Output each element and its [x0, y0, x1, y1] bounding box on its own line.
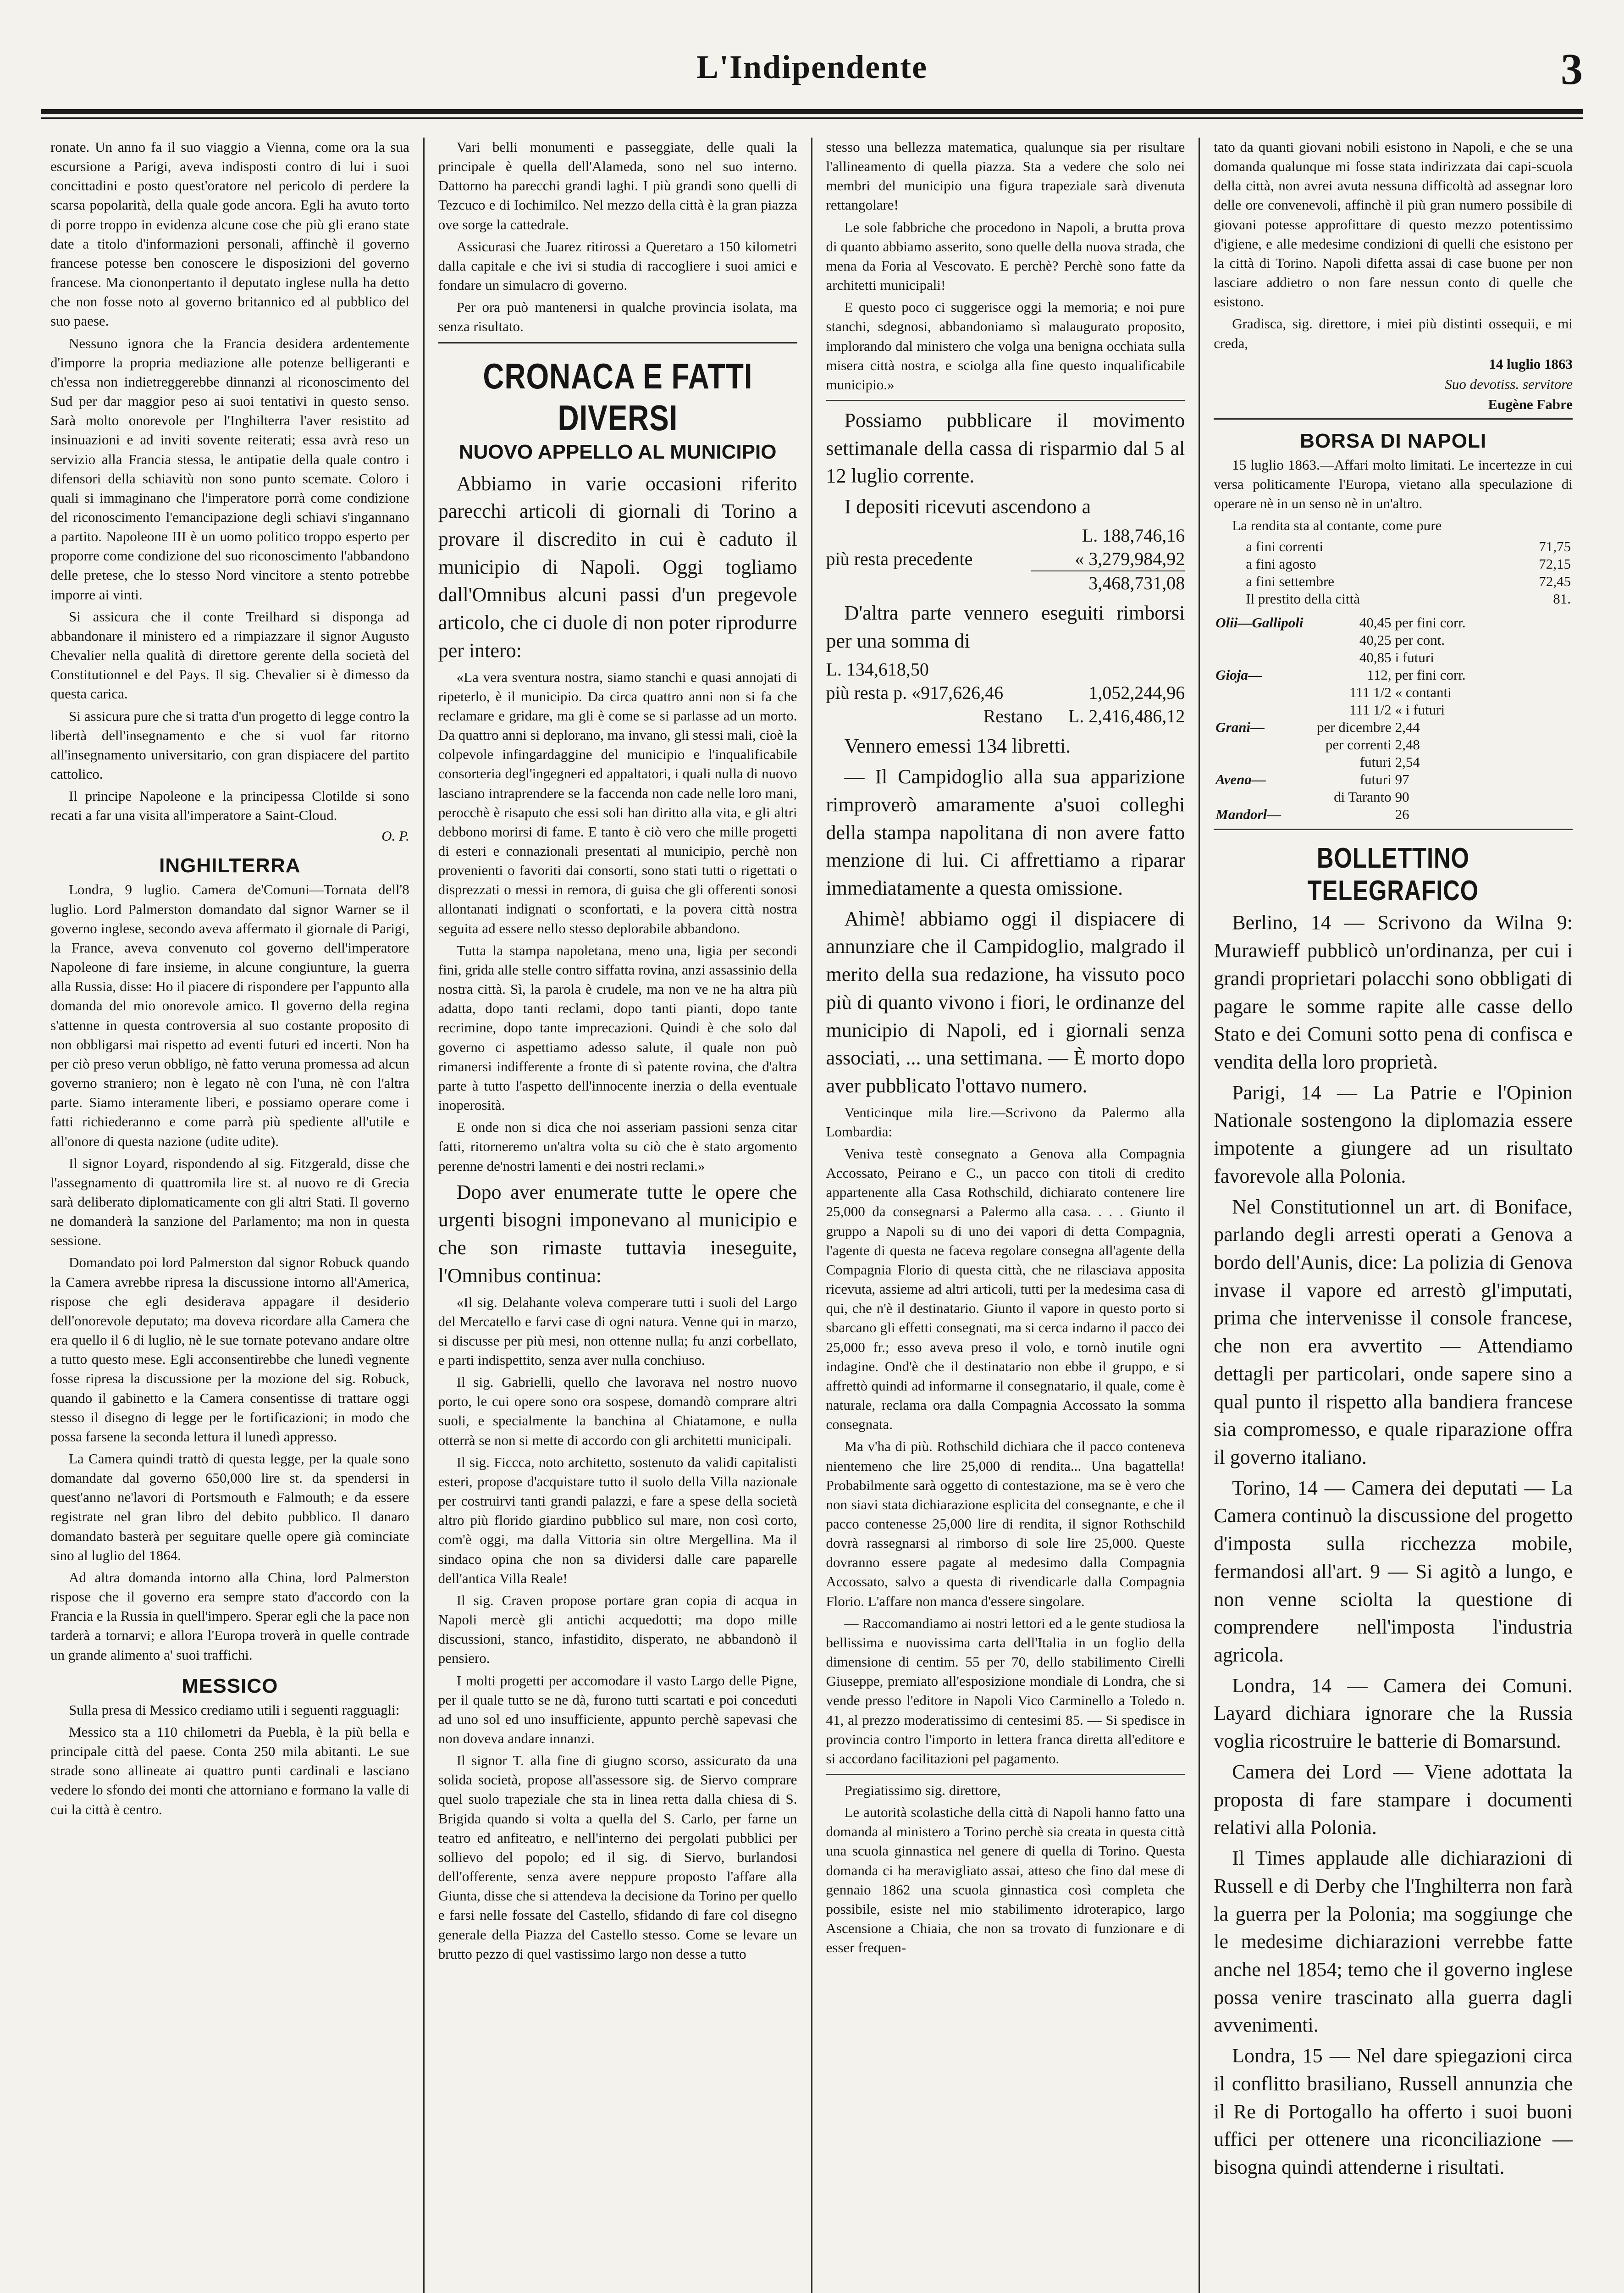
goods-row: [1214, 614, 1573, 631]
paragraph: — Raccomandiamo ai nostri lettori ed a le gente studiosa la bellissima e nuovissima carta dell'Italia in un foglio della dimensione di centim. 55 per 70, dello stabilimento Cirelli Giuseppe, premiato all'esposizione mondiale di Londra, che si vende presso l'editore in Napoli Vico Carminello a Toledo n. 41, al prezzo moderatissimo di centesimi 85. — Si spedisce in provincia contro l'importo in lettera franca diretta all'editore e si accordano facilitazioni pel pagamento.: [826, 1615, 1185, 1767]
figure-amount: L. 188,746,16: [1082, 525, 1185, 546]
paragraph: La Camera quindi trattò di questa legge, per la quale sono domandate dal governo 650,000 lire st. da spendersi in quest'anno ne'lavori di Portsmouth e Falmouth; e da essere registrate nel gran libro del debito pubblico. Il danaro domandato basterà per seguitare quelle opere già cominciate sino al luglio del 1864.: [50, 1451, 409, 1563]
telegram: Camera dei Lord — Viene adottata la proposta di fare stampare i documenti relativi alla Polonia.: [1214, 1760, 1573, 1839]
paragraph: Abbiamo in varie occasioni riferito parecchi articoli di giornali di Torino a provare il discredito in cui è caduto il municipio di Napoli. Oggi togliamo dall'Omnibus alcuni passi d'un pregevole articolo, che ci duole di non poter riprodurre per intero:: [438, 472, 797, 662]
goods-row: [1214, 719, 1573, 736]
figure-label: più resta precedente: [826, 548, 973, 570]
section-heading-messico: MESSICO: [182, 1674, 278, 1697]
paragraph: Il signor Loyard, rispondendo al sig. Fitzgerald, disse che l'assegnamento di quattromila lire st. al nuovo re di Grecia sarà deliberato diplomaticamente con gli altri Stati. Il governo ne domanderà la sanzione del Parlamento; ma non in questa sessione.: [50, 1155, 409, 1249]
goods-row: [1214, 753, 1573, 771]
paragraph: Il sig. Ficcca, noto architetto, sostenuto da validi capitalisti esteri, propose d'acquistare tutto il suolo della Villa nazionale per costruirvi tanti grandi palazzi, e fare a spese della società altro più florido giardino pubblico sul mare, non così corto, com'è oggi, ma dalla Vittoria sin oltre Mergellina. Ma il sindaco opina che non sa dividersi dalle care paparelle dell'antica Villa Reale!: [438, 1454, 797, 1586]
goods-row: [1214, 649, 1573, 666]
paragraph: Dopo aver enumerate tutte le opere che urgenti bisogni imponevano al municipio e che son rimaste tuttavia ineseguite, l'Omnibus continua:: [438, 1180, 797, 1287]
paragraph: Tutta la stampa napoletana, meno una, ligia per secondi fini, grida alle stelle contro siffatta rovina, anzi assassinio della nostra città. Sì, la parola è crudele, ma non ve ne ha altra più adatta, dopo tanti reclami, dopo tanti pianti, dopo tante recrimine, dopo tante imprecazioni. Quindi è che solo dal governo ci aspettiamo adesso salute, il quale non può rimanersi indifferente a fronte di sì patente rovina, che d'altra parte à tutto l'aspetto dell'innocente inerzia o della eventuale inoperosità.: [438, 942, 797, 1113]
paragraph: 15 luglio 1863.—Affari molto limitati. Le incertezze in cui versa politicamente l'Europa, vietano alla speculazione di operare nè in un senso nè in un'altro.: [1214, 456, 1573, 512]
paragraph: tato da quanti giovani nobili esistono in Napoli, e che se una domanda qualunque mi fosse stata indirizzata dai capi-scuola della città, non avrei avuta nessuna difficoltà ad assegnar loro delle ore convenevoli, affinchè il più gran numero possibile di giovani potesse approfittare di questo mezzo potentissimo d'igiene, e alle medesime condizioni di quelli che esistono per la città di Torino. Napoli difetta assai di case buone per non lasciare addietro o non fare nessun conto di quelle che esistono.: [1214, 139, 1573, 310]
separator: [1214, 829, 1573, 830]
figure-row: [826, 704, 1185, 728]
goods-value: di Taranto: [1334, 789, 1392, 805]
rate-value: 71,75: [1539, 538, 1571, 555]
goods-row: [1214, 806, 1573, 823]
goods-row: [1214, 631, 1573, 649]
figure-row: [826, 571, 1185, 595]
paragraph: Messico sta a 110 chilometri da Puebla, è la più bella e principale città del paese. Conta 250 mila abitanti. Le sue strade sono allineate ai quattro punti cardinali e lasciano vedere lo sfondo dei monti che attorniano e formano la valle di cui la città è centro.: [50, 1723, 409, 1817]
paragraph: Il sig. Gabrielli, quello che lavorava nel nostro nuovo porto, le cui opere sono ora sospese, domandò comprare altri suoli, e specialmente la banchina al Chiatamone, e nulla otterrà se non si mette di accordo con gli architetti municipali.: [438, 1374, 797, 1448]
header-rule-thick: [41, 109, 1583, 114]
letter-date: 14 luglio 1863: [1489, 355, 1573, 372]
rate-label: a fini settembre: [1246, 573, 1335, 590]
figure-row: [826, 658, 1185, 681]
goods-table: [1214, 614, 1573, 823]
paragraph: Il principe Napoleone e la principessa Clotilde si sono recati a far una visita all'imperatore a Saint-Cloud.: [50, 788, 409, 824]
page-number: 3: [1561, 44, 1583, 94]
rate-row: [1214, 555, 1573, 573]
paragraph: Le sole fabbriche che procedono in Napoli, a brutta prova di quanto abbiamo asserito, sono quelle della nuova strada, che mena da Foria al Vescovato. E perchè? Perchè sono fatte da architetti municipali!: [826, 219, 1185, 294]
goods-value: 40,25: [1359, 632, 1392, 648]
goods-note: 2,48: [1395, 737, 1420, 753]
separator: [438, 342, 797, 343]
goods-row: [1214, 771, 1573, 788]
figure-row: [826, 681, 1185, 704]
goods-row: [1214, 684, 1573, 701]
separator: [826, 400, 1185, 401]
telegram: Berlino, 14 — Scrivono da Wilna 9: Murawieff pubblicò un'ordinanza, per cui i grandi proprietari polacchi sono obbligati di pagare le somme rapite alle casse dello Stato e dei Comuni sotto pena di confisca e vendita della loro proprietà.: [1214, 911, 1573, 1073]
paragraph: «Il sig. Delahante voleva comperare tutti i suoli del Largo del Mercatello e farvi case di ogni natura. Venne qui in marzo, si discusse per più mesi, non ottenne nulla; fu anzi corbellato, e parti indispettito, senza aver nulla conchiuso.: [438, 1294, 797, 1368]
paragraph: Vennero emessi 134 libretti.: [844, 735, 1071, 758]
paragraph: I depositi ricevuti ascendono a: [844, 495, 1091, 518]
goods-name: [1214, 736, 1314, 753]
rate-value: 72,45: [1539, 573, 1571, 590]
figure-row: [826, 547, 1185, 571]
separator: [826, 1774, 1185, 1775]
telegram: Il Times applaude alle dichiarazioni di Russell e di Derby che l'Inghilterra non farà la guerra per la Polonia; ma soggiunge che le medesime dichiarazioni verrebbe fatte anche nel 1854; temo che il governo inglese possa venire trascinato alla guerra dagli avvenimenti.: [1214, 1847, 1573, 2037]
section-heading-bollettino: BOLLETTINO TELEGRAFICO: [1307, 842, 1479, 907]
goods-note: 2,54: [1395, 754, 1420, 770]
paragraph: Le autorità scolastiche della città di Napoli hanno fatto una domanda al ministero a Torino perchè sia creata in questa città una scuola ginnastica nel genere di quella di Torino. Questa domanda ci ha meravigliato assai, atteso che fino dal mese di gennaio 1862 una scuola ginnastica così completa che possibile, esiste nel mio stabilimento idroterapico, largo Ascensione a Chiaia, che non sa trovato di funzionare e di esser frequen-: [826, 1804, 1185, 1956]
column-4: [1200, 138, 1586, 2293]
rate-value: 72,15: [1539, 556, 1571, 572]
figure-amount: L. 134,618,50: [826, 659, 929, 680]
goods-value: 112,: [1367, 667, 1392, 683]
paragraph: I molti progetti per accomodare il vasto Largo delle Pigne, per il quale tutto se ne dà, furono tutti scartati e poi conceduti ad uno sol ed uno insufficiente, appunto perchè sapevasi che non doveva andare innanzi.: [438, 1672, 797, 1746]
paragraph: «La vera sventura nostra, siamo stanchi e quasi annojati di ripeterlo, è il municipio. Da circa quattro anni non si fa che reclamare e gridare, ma gli è come se si parlasse ad un morto. Da quattro anni si deplorano, ma invano, gli stessi mali, cioè la colpevole infingardaggine del municipio e l'inqualificabile consorteria degl'ingegneri ed appaltatori, i quali nulla di nuovo lasciano intraprendere se la faccenda non cade nelle loro mani, perocchè è risaputo che essi soli han diritto alla vita, e gli altri debbono morirsi di fame. E tanto è ciò vero che mille progetti di esteri e connazionali presentati al municipio, perchè non provenienti o favoriti dai consorti, sono stati tutti o rigettati o disprezzati o messi in remora, di guisa che gli offerenti sonosi allontanati indignati o sconfortati, e la povera città nostra seguita ad essere nello stesso deplorabile abbandono.: [438, 669, 797, 936]
paragraph: Pregiatissimo sig. direttore,: [844, 1782, 1001, 1798]
paragraph: Per ora può mantenersi in qualche provincia isolata, ma senza risultato.: [438, 299, 797, 335]
goods-value: per dicembre: [1316, 719, 1392, 736]
section-heading-inghilterra: INGHILTERRA: [159, 854, 301, 877]
goods-name: [1214, 788, 1314, 806]
paragraph: Si assicura pure che si tratta d'un progetto di legge contro la libertà dell'insegnamento e che si vuol far ritorno all'insegnamento universitario, con gran dispiacere del partito cattolico.: [50, 708, 409, 782]
telegram: Parigi, 14 — La Patrie e l'Opinion Nationale sostengono la diplomazia essere impotente a giungere ad un risultato favorevole alla Polonia.: [1214, 1081, 1573, 1187]
paragraph: E onde non si dica che noi asseriam passioni senza citar fatti, ritorneremo un'altra volta su ciò che è stato argomento perenne de'nostri lamenti e dei nostri reclami.»: [438, 1119, 797, 1174]
masthead: [41, 44, 1583, 112]
rates-table: [1214, 538, 1573, 608]
goods-value: [1314, 806, 1393, 823]
goods-note: i futuri: [1395, 649, 1434, 666]
goods-row: [1214, 788, 1573, 806]
paragraph: D'altra parte vennero eseguiti rimborsi per una somma di: [826, 601, 1185, 652]
figure-total: 3,468,731,08: [1031, 571, 1185, 595]
goods-name: [1214, 649, 1314, 666]
telegram: Torino, 14 — Camera dei deputati — La Camera continuò la discussione del progetto d'imposta sulla ricchezza mobile, fermandosi all'art. 9 — Si agitò a lungo, e non venne sciolta la questione di comprendere nell'imposta l'industria agricola.: [1214, 1476, 1573, 1667]
paragraph: Venticinque mila lire.—Scrivono da Palermo alla Lombardia:: [826, 1104, 1185, 1140]
column-1: [37, 138, 425, 2293]
goods-row: [1214, 701, 1573, 719]
figure-row: [826, 524, 1185, 547]
goods-name: [1214, 701, 1314, 719]
paragraph: Sulla presa di Messico crediamo utili i seguenti ragguagli:: [69, 1701, 400, 1718]
header-rule-thin: [41, 117, 1583, 119]
goods-name: Mandorl—: [1215, 806, 1282, 823]
rate-label: a fini correnti: [1246, 538, 1323, 555]
goods-row: [1214, 666, 1573, 684]
goods-note: per cont.: [1395, 632, 1445, 648]
paragraph: Vari belli monumenti e passeggiate, delle quali la principale è quella dell'Alameda, sono nel suo interno. Dattorno ha parecchi grandi laghi. I più grandi sono quelli di Tezcuco e di Iochimilco. Nel mezzo della città è la gran piazza ove sorge la cattedrale.: [438, 139, 797, 233]
goods-note: per fini corr.: [1395, 615, 1466, 631]
column-3: [812, 138, 1200, 2293]
goods-name: Avena—: [1215, 771, 1266, 788]
goods-value: 111 1/2: [1349, 702, 1392, 718]
goods-note: « contanti: [1395, 684, 1452, 701]
goods-note: 2,44: [1395, 719, 1420, 736]
paragraph: stesso una bellezza matematica, qualunque sia per risultare l'allineamento di quella piazza. Sta a vedere che solo nei membri del municipio una figura trapeziale sarà divenuta rettangolare!: [826, 139, 1185, 213]
paragraph: Si assicura che il conte Treilhard si disponga ad abbandonare il ministero ed a rimpiazzare il signor Augusto Chevalier nella qualità di direttore gerente della società del Constitutionnel e del Pays. Il sig. Chevalier si è dimesso da questa carica.: [50, 608, 409, 702]
goods-value: futuri: [1359, 771, 1392, 788]
paragraph: Domandato poi lord Palmerston dal signor Robuck quando la Camera avrebbe ripresa la discussione intorno all'America, rispose che egli desiderava appagare il desiderio dell'onorevole deputato; ma doveva ricordare alla Camera che era quello il 6 di luglio, nè le sue tornate potevano andare oltre a tutto questo mese. Egli acconsentirebbe che lunedì vegnente fosse ripresa la discussione per la mozione del sig. Robuck, quando il gabinetto e la Camera consentisse di trattare oggi stesso il disegno di legge per le fortificazioni; in modo che possa farsene la seconda lettura il lunedì appresso.: [50, 1254, 409, 1445]
paragraph: Nessuno ignora che la Francia desidera ardentemente d'imporre la propria mediazione alle potenze belligeranti e ch'essa non indietreggerebbe dinnanzi al riconoscimento del Sud per dar maggior peso ai suoi tentativi in questo senso. Sarà molto onorevole per l'Inghilterra l'aver resistito ad insinuazioni e ad inviti sovente reiterati; essa avrà reso un servizio alla Francia stessa, le antipatie della quale contro i difensori della schiavitù non sono punto scemate. Coloro i quali si immaginano che l'imperatore porrà come condizione del riconoscimento l'emancipazione degli schiavi s'ingannano a partito. Napoleone III è un uomo politico troppo esperto per proporre come condizione del suo riconoscimento l'abbandono delle pretese, che lo stesso Nord vincitore a stento potrebbe imporre ai vinti.: [50, 335, 409, 603]
goods-name: Gioja—: [1215, 667, 1262, 683]
figure-amount: « 3,279,984,92: [1075, 548, 1185, 569]
goods-note: per fini corr.: [1395, 667, 1466, 683]
goods-name: [1214, 631, 1314, 649]
column-2: [425, 138, 812, 2293]
rate-row: [1214, 590, 1573, 608]
paragraph: Il signor T. alla fine di giugno scorso, assicurato da una solida società, propose all'assessore sig. de Siervo comprare quel suolo trapeziale che sta in linea retta dalla chiesa di S. Brigida quando si volta a quella del S. Carlo, per farne un teatro ed anfiteatro, e nell'interno dei pergolati pubblici per sollievo del popolo; ed il sig. di Siervo, burlandosi dell'offerente, senza avere neppure proposto l'affare alla Giunta, disse che si attendeva la decisione da Torino per quello e farsi nelle fossate del Castello, sfidando di fare col disegno generale della Piazza del Castello stesso. Come se levare un brutto pezzo di quel vastissimo largo non desse a tutto: [438, 1752, 797, 1962]
goods-row: [1214, 736, 1573, 753]
section-heading-cronaca: CRONACA E FATTI DIVERSI: [483, 355, 753, 438]
goods-value: 40,45: [1359, 615, 1392, 631]
telegram: Nel Constitutionnel un art. di Boniface, parlando degli arresti operati a Genova a bordo dell'Aunis, dice: La polizia di Genova invase il vapore ed arrestò gl'imputati, prima che intervenisse il console francese, che non era avvertito — Attendiamo dettagli per particolari, onde sapere sino a qual punto il rispetto alla bandiera francese sia compromesso, e quale riparazione offra il governo italiano.: [1214, 1195, 1573, 1468]
goods-value: 111 1/2: [1349, 684, 1392, 701]
paragraph: Ma v'ha di più. Rothschild dichiara che il pacco conteneva nientemeno che lire 25,000 di rendita... Una bagattella! Probabilmente sarà oggetto di contestazione, ma se è vero che non siavi stata dichiarazione esplicita del consegnante, e che il pacco contenesse 25,000 lire di rendita, il signor Rothschild dovrà rassegnarsi al rimborso di sole lire 25,000. Queste dovranno essere pagate al medesimo dalla Compagnia Accossato, salvo a questa di rivendicarle dalla Compagnia Florio. L'affare non manca d'essere singolare.: [826, 1438, 1185, 1609]
goods-value: per correnti: [1325, 737, 1392, 753]
savings-figures: [826, 524, 1185, 595]
signature: O. P.: [381, 828, 409, 844]
telegram: Londra, 15 — Nel dare spiegazioni circa il conflitto brasiliano, Russell annunzia che il Re di Portogallo ha offerto i suoi buoni uffici per ottenere una riconciliazione — bisogna quindi attenderne i risultati.: [1214, 2044, 1573, 2178]
subheading-appello: NUOVO APPELLO AL MUNICIPIO: [458, 440, 777, 463]
goods-note: 90: [1395, 789, 1409, 805]
paragraph: Possiamo pubblicare il movimento settimanale della cassa di risparmio dal 5 al 12 luglio corrente.: [826, 409, 1185, 487]
separator: [1214, 418, 1573, 420]
rate-row: [1214, 573, 1573, 590]
paragraph: Londra, 9 luglio. Camera de'Comuni—Tornata dell'8 luglio. Lord Palmerston domandato dal signor Warner se il governo inglese, secondo aveva affermato il giornale di Parigi, la France, aveva convenuto col governo dell'imperatore Napoleone di fare insieme, in alcune congiunture, la guerra alla Russia, disse: Ho il piacere di rispondere per l'appunto alla domanda del mio onorevole amico. Il governo della regina s'attenne in questa controversia al suo costante proposito di non obbligarsi mai rispetto ad eventi futuri ed incerti. Non ha per ciò preso verun obbligo, nè fatto veruna promessa ad alcun governo straniero; non è legato nè con l'una, nè con l'altra parte. Siamo interamente liberi, e possiamo operare come i fatti richiederanno e come parrà più spediente all'utile e all'onore di questa nazione (udite udite).: [50, 881, 409, 1149]
letter-signature: Eugène Fabre: [1488, 396, 1573, 412]
goods-note: 26: [1395, 806, 1409, 823]
figure-amount: 1,052,244,96: [1088, 682, 1185, 703]
paragraph: Ahimè! abbiamo oggi il dispiacere di annunziare che il Campidoglio, malgrado il merito della sua redazione, ha vissuto poco più di quanto vivono i fiori, le ordinanze del municipio di Napoli, ed i giornali senza associati, ... una settimana. — È morto dopo aver pubblicato l'ottavo numero.: [826, 907, 1185, 1097]
figure-label: Restano: [983, 706, 1043, 727]
paragraph: Il sig. Craven propose portare gran copia di acqua in Napoli mercè gli antichi acquedotti; ma dopo mille discussioni, stanco, infastidito, disperato, ne abbandonò il pensiero.: [438, 1592, 797, 1667]
goods-name: [1214, 684, 1314, 701]
goods-name: Grani—: [1215, 719, 1265, 736]
columns: [37, 138, 1586, 2293]
newspaper-title: L'Indipendente: [696, 49, 928, 85]
paragraph: Assicurasi che Juarez ritirossi a Queretaro a 150 kilometri dalla capitale e che ivi si studia di raccogliere i suoi amici e fondare un simulacro di governo.: [438, 238, 797, 294]
telegram: Londra, 14 — Camera dei Comuni. Layard dichiara ignorare che la Russia voglia ricostruire le batterie di Bomarsund.: [1214, 1674, 1573, 1753]
figure-label: più resta p. «917,626,46: [826, 682, 1004, 703]
letter-closing: Suo devotiss. servitore: [1445, 376, 1573, 392]
goods-name: Olii—Gallipoli: [1215, 615, 1304, 631]
goods-note: 97: [1395, 771, 1409, 788]
goods-value: futuri: [1359, 754, 1392, 770]
rate-label: a fini agosto: [1246, 556, 1316, 572]
paragraph: E questo poco ci suggerisce oggi la memoria; e noi pure stanchi, sdegnosi, abbandoniamo sì malaugurato proposito, implorando dal ministero che volga una benigna occhiata sulla misera città nostra, e sciolga alla fine questo inqualificabile municipio.»: [826, 299, 1185, 393]
figure-total: L. 2,416,486,12: [1068, 706, 1185, 727]
refund-figures: [826, 658, 1185, 728]
paragraph: Veniva testè consegnato a Genova alla Compagnia Accossato, Peirano e C., un pacco con titoli di credito appartenente alla Casa Rothschild, dichiarato contenere lire 25,000 da consegnarsi a Palermo alla casa. . . . Giunto il gruppo a Napoli su di uno dei vapori di detta Compagnia, l'agente di questa ne faceva regolare consegna all'agente della Compagnia Florio di questa città, che ne rilasciava apposita ricevuta, assieme ad altri articoli, tutti per la medesima casa di qui, che n'è il destinatario. Giunto il vapore in questo porto si sbarcano gli effetti consegnati, ma si cerca indarno il pacco dei 25,000 fr.; esso aveva preso il volo, e tornò inutile ogni indagine. Ond'è che il destinatario non ebbe il gruppo, e si affrettò quindi ad informarne il consegnatario, il quale, come è naturale, reclama ora dalla Compagnia Accossato la somma consegnata.: [826, 1146, 1185, 1433]
rate-row: [1214, 538, 1573, 555]
paragraph: Ad altra domanda intorno alla China, lord Palmerston rispose che il governo era sempre stato d'accordo con la Francia e la Russia in quell'impero. Sperar egli che la pace non tarderà a tornarvi; e allora l'Europa troverà in quelle contrade un grande alimento a' suoi traffichi.: [50, 1569, 409, 1663]
rate-label: Il prestito della città: [1246, 591, 1360, 607]
paragraph: — Il Campidoglio alla sua apparizione rimproverò amaramente a'suoi colleghi della stampa napolitana di non avere fatto menzione di lui. Ci affrettiamo a riparar immediatamente a questa omissione.: [826, 765, 1185, 899]
goods-value: 40,85: [1359, 649, 1392, 666]
paragraph: Gradisca, sig. direttore, i miei più distinti ossequii, e mi creda,: [1214, 316, 1573, 351]
paragraph: ronate. Un anno fa il suo viaggio a Vienna, come ora la sua escursione a Parigi, aveva indisposti contro di lui i suoi concittadini e posto quest'oratore nel pericolo di perdere la scarsa popolarità, della quale gode ancora. Egli ha avuto torto di porre troppo in evidenza alcune cose che più gli erano state date a titolo d'informazioni personali, affinchè il governo francese potesse ben conoscere le disposizioni del governo francese. Ma ciononpertanto il deputato inglese nulla ha detto che non fosse noto al governo britannico ed al pubblico del suo paese.: [50, 139, 409, 329]
goods-name: [1214, 753, 1314, 771]
rate-value: 81.: [1553, 591, 1571, 607]
paragraph: La rendita sta al contante, come pure: [1232, 517, 1442, 534]
section-heading-borsa: BORSA DI NAPOLI: [1300, 429, 1487, 452]
goods-note: « i futuri: [1395, 702, 1445, 718]
